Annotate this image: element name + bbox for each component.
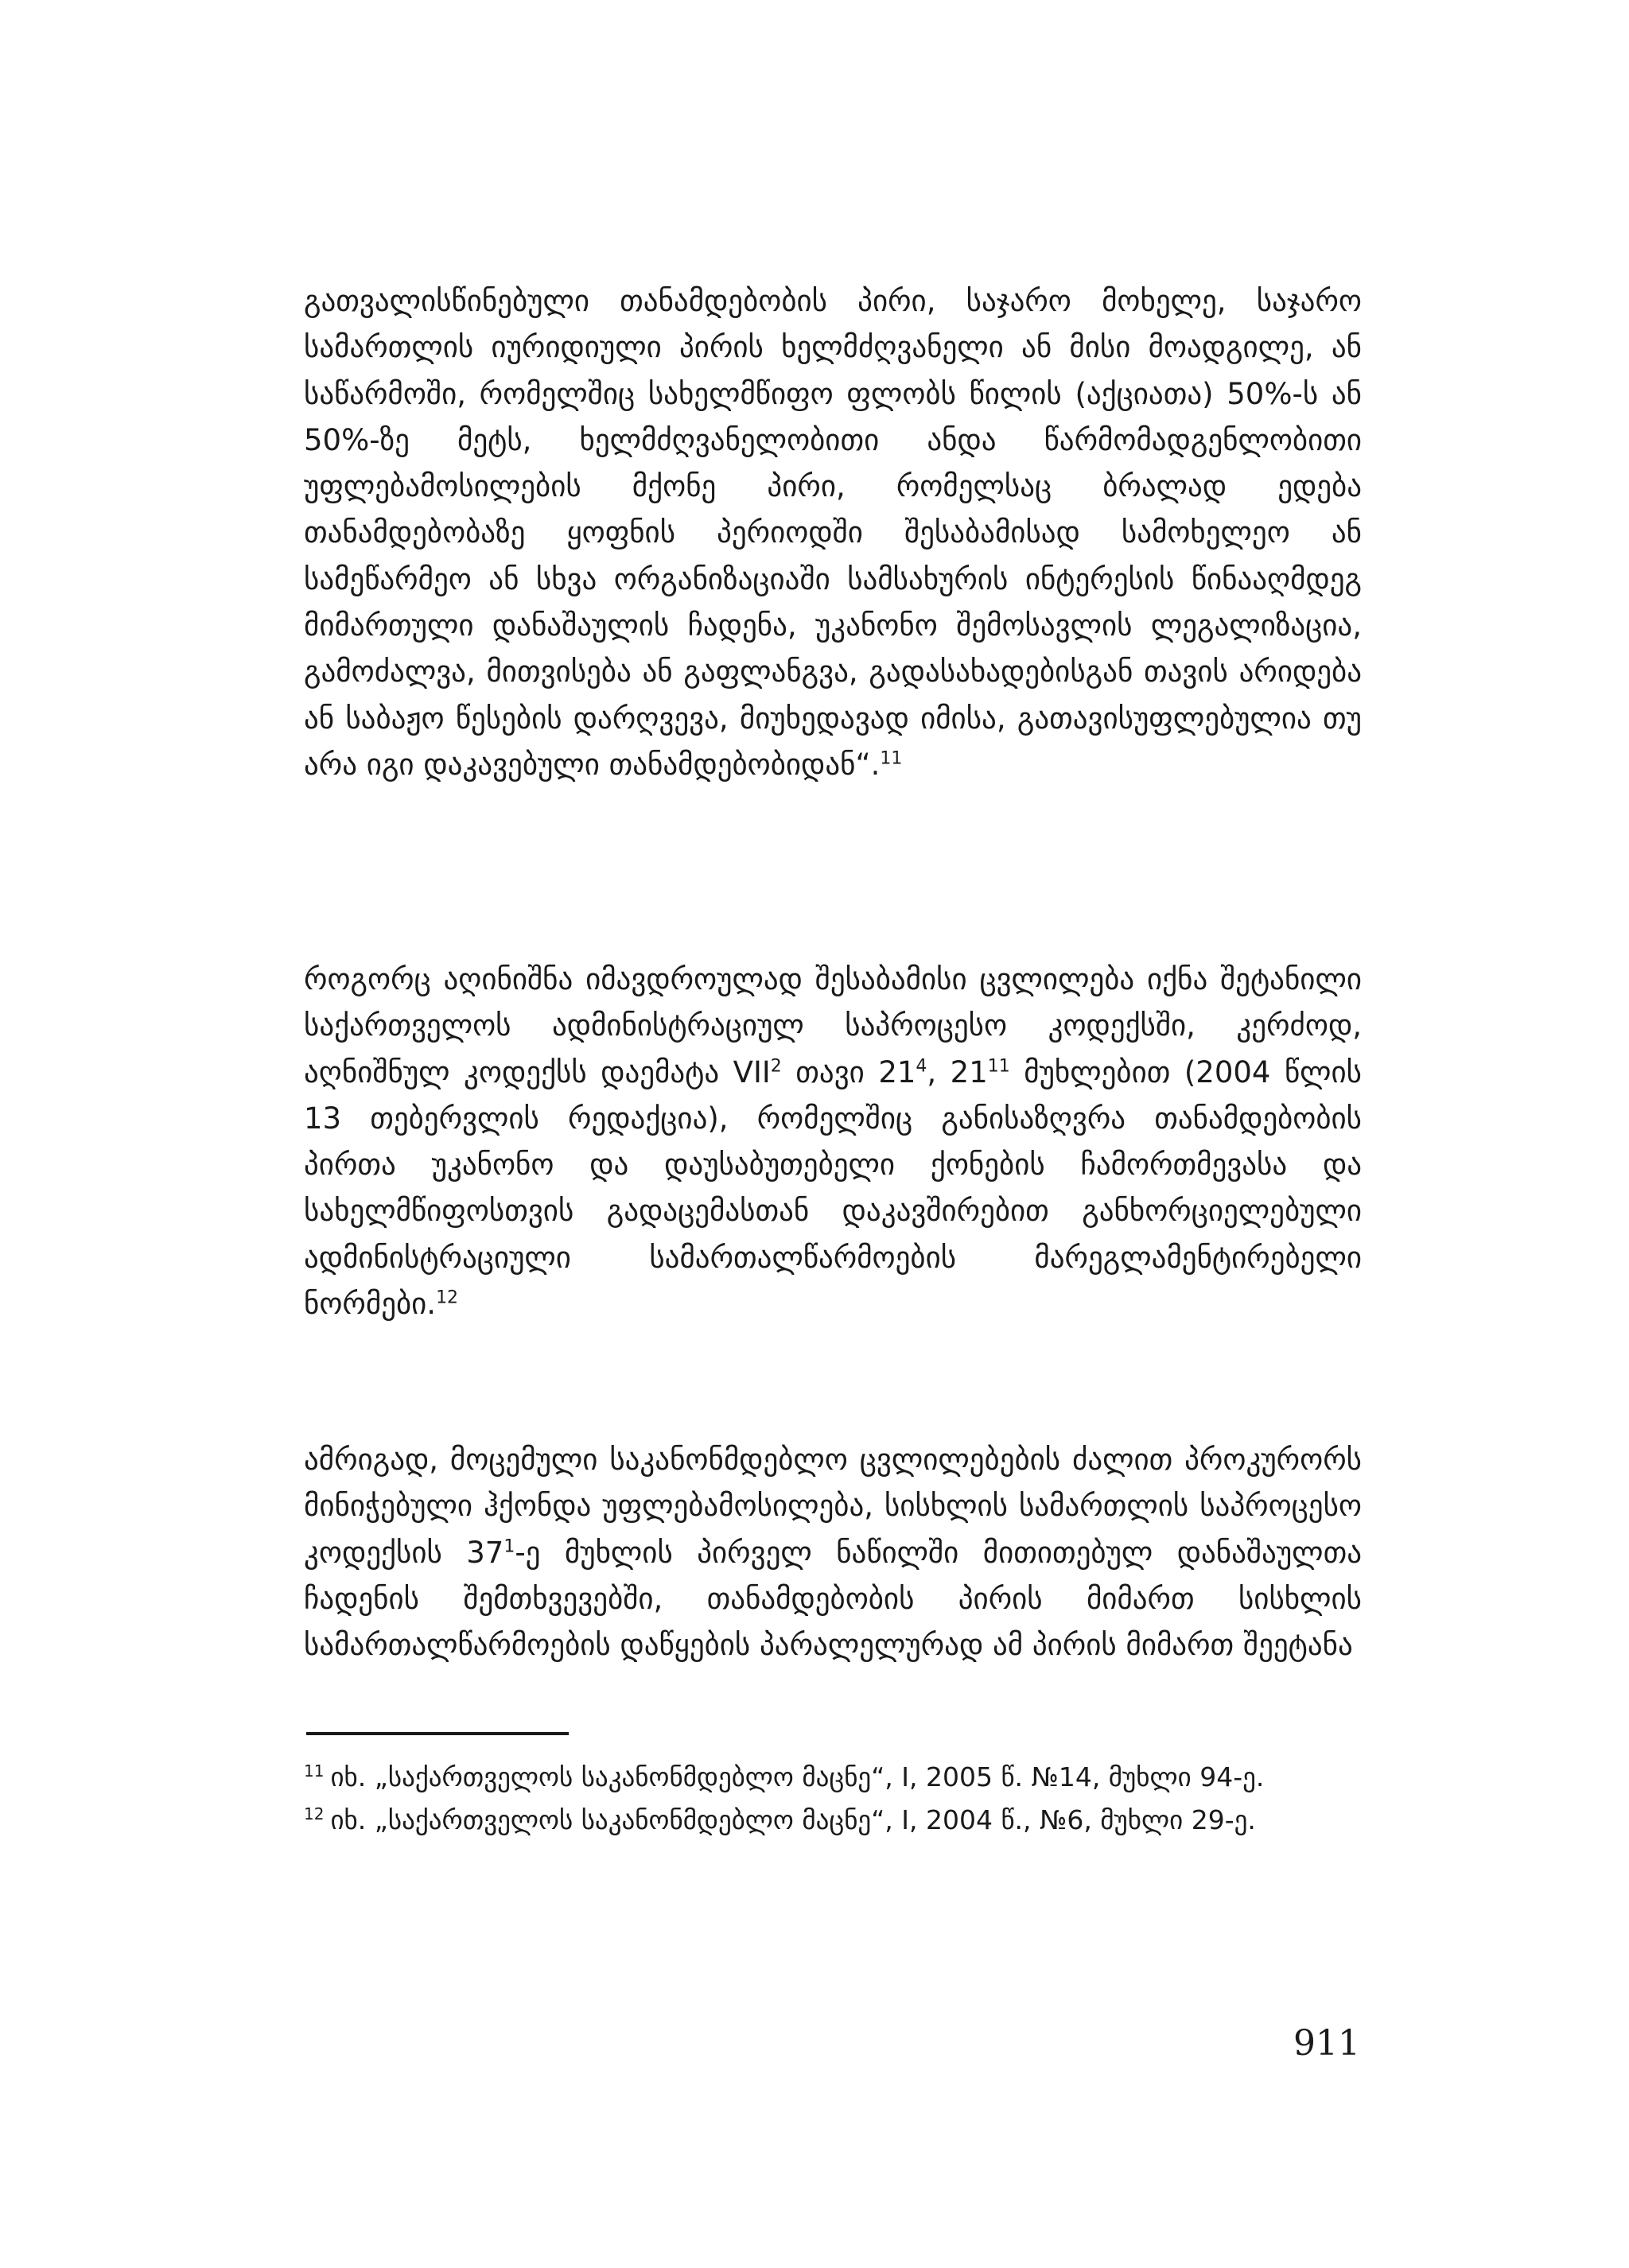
footnote-divider [306, 1732, 569, 1735]
footnote-text: იხ. „საქართველოს საკანონმდებლო მაცნე“, I, 2004 წ., №6, მუხლი 29-ე. [330, 1804, 1256, 1835]
body-paragraph-3 [304, 1437, 1362, 1668]
footnote-number: 12 [304, 1804, 325, 1823]
page-number: 911 [1293, 2023, 1360, 2064]
article-superscript: 11 [987, 1056, 1010, 1077]
chapter-superscript: 2 [770, 1056, 782, 1077]
footnote-reference-11[interactable]: 11 [880, 748, 903, 769]
paragraph-text: , 21 [927, 1054, 988, 1089]
article-superscript: 1 [503, 1536, 515, 1557]
article-superscript: 4 [916, 1056, 927, 1077]
paragraph-text: -ე მუხლის პირველ ნაწილში მითითებულ დანაშაულთა ჩადენის შემთხვევებში, თანამდებობის პირის მიმართ სისხლის სამართალწარმოების დაწყების პარალელურად ამ პირის მიმართ შეეტანა [304, 1535, 1362, 1663]
paragraph-text: თავი 21 [781, 1054, 916, 1089]
footnote-reference-12[interactable]: 12 [436, 1287, 459, 1308]
footnote-11 [304, 1756, 1362, 1799]
paragraph-text: მუხლებით (2004 წლის 13 თებერვლის რედაქცია), რომელშიც განისაზღვრა თანამდებობის პირთა უკანონო და დაუსაბუთებელი ქონების ჩამორთმევასა და სახელმწიფოსთვის გადაცემასთან დაკავშირებით განხორციელებული ადმინისტრაციული სამართალწარმოების მარეგლამენტირებელი ნორმები. [304, 1054, 1362, 1322]
footnotes-section [304, 1756, 1362, 1842]
footnote-number: 11 [304, 1761, 325, 1781]
footnote-12 [304, 1799, 1362, 1842]
paragraph-text: ამრიგად, მოცემული საკანონმდებლო ცვლილებების ძალით პროკურორს მინიჭებული ჰქონდა უფლებამოსილება, სისხლის სამართლის საპროცესო კოდექსის 37 [304, 1443, 1362, 1570]
body-paragraph-2 [304, 957, 1362, 1327]
paragraph-text: როგორც აღინიშნა იმავდროულად შესაბამისი ცვლილება იქნა შეტანილი საქართველოს ადმინისტრაციულ საპროცესო კოდექსში, კერძოდ, აღნიშნულ კოდექსს დაემატა VII [304, 962, 1362, 1089]
paragraph-text: გათვალისწინებული თანამდებობის პირი, საჯარო მოხელე, საჯარო სამართლის იურიდიული პირის ხელმძღვანელი ან მისი მოადგილე, ან საწარმოში, რომელშიც სახელმწიფო ფლობს წილის (აქციათა) 50%-ს ან 50%-ზე მეტს, ხელმძღვანელობითი ანდა წარმომადგენლობითი უფლებამოსილების მქონე პირი, რომელსაც ბრალად ედება თანამდებობაზე ყოფნის პერიოდში შესაბამისად სამოხელეო ან სამეწარმეო ან სხვა ორგანიზაციაში სამსახურის ინტერესის წინააღმდეგ მიმართული დანაშაულის ჩადენა, უკანონო შემოსავლის ლეგალიზაცია, გამოძალვა, მითვისება ან გაფლანგვა, გადასახადებისგან თავის არიდება ან საბაჟო წესების დარღვევა, მიუხედავად იმისა, გათავისუფლებულია თუ არა იგი დაკავებული თანამდებობიდან“. [304, 284, 1362, 782]
body-paragraph-1 [304, 278, 1362, 788]
footnote-text: იხ. „საქართველოს საკანონმდებლო მაცნე“, I, 2005 წ. №14, მუხლი 94-ე. [330, 1761, 1265, 1792]
